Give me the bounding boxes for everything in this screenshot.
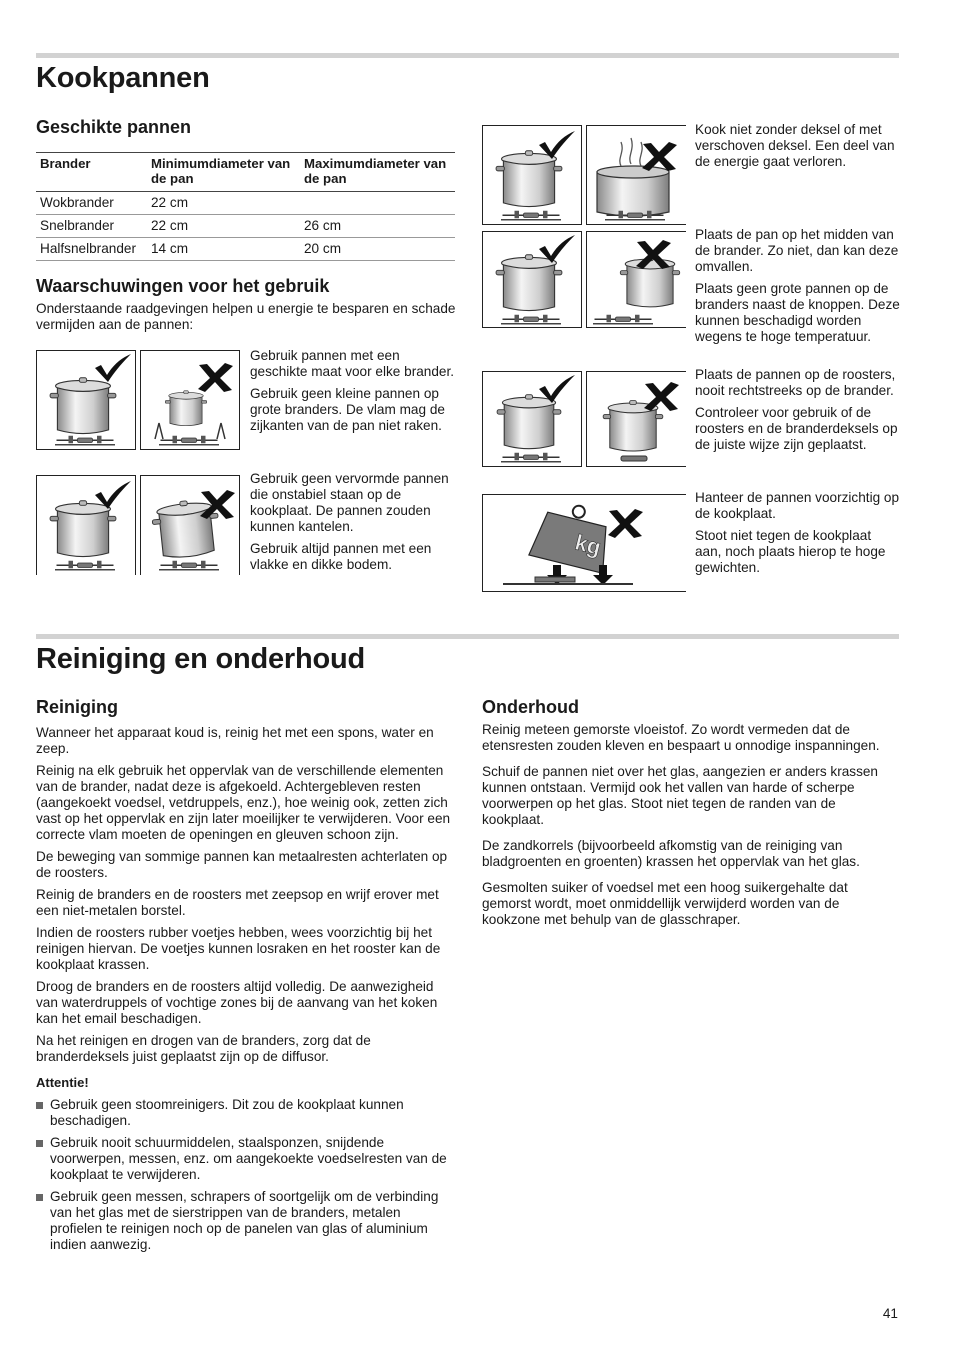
maintenance-heading: Onderhoud — [482, 697, 579, 717]
tip-text: Stoot niet tegen de kookplaat aan, noch plaats hierop te hoge gewichten. — [695, 528, 886, 575]
list-item — [36, 1135, 456, 1183]
cross-icon — [608, 509, 643, 538]
paragraph: Indien de roosters rubber voetjes hebben, wees voorzichtig bij het reinigen hiervan. De voetjes kunnen losraken en het rooster kan de kookplaat krassen. — [36, 925, 441, 972]
burner-diameter-table — [36, 152, 455, 261]
illustration-deformed-pan — [140, 475, 240, 575]
usage-warnings-heading: Waarschuwingen voor het gebruik — [36, 276, 330, 296]
cleaning-maintenance-title: Reiniging en onderhoud — [36, 643, 366, 675]
paragraph: De beweging van sommige pannen kan metaalresten achterlaten op de roosters. — [36, 849, 448, 880]
paragraph: Schuif de pannen niet over het glas, aangezien er anders krassen kunnen ontstaan. Vermijd ook het vallen van harde of scherpe voorwerpen op het glas. Stoot niet tegen de randen van de kookplaat. — [482, 764, 878, 827]
tips-grid — [695, 367, 900, 459]
table-row — [36, 215, 455, 238]
table-cell: Wokbrander — [36, 192, 147, 215]
tip-text: Plaats geen grote pannen op de branders naast de knoppen. Deze kunnen beschadigd worden wegens te hoge temperatuur. — [695, 281, 900, 344]
table-header-row — [36, 153, 455, 192]
cleaning-text — [36, 725, 456, 1259]
tip-text: Kook niet zonder deksel of met verschoven deksel. Een deel van de energie gaat verloren. — [695, 122, 895, 169]
paragraph: Reinig meteen gemorste vloeistof. Zo wordt vermeden dat de etensresten zouden kleven en bespaart u onnodige inspanningen. — [482, 722, 880, 753]
paragraph: Gesmolten suiker of voedsel met een hoog suikergehalte dat gemorst wordt, moet onmiddellijk verwijderd worden van de kookzone met behulp van de glasschraper. — [482, 880, 848, 927]
tips-lid — [695, 122, 900, 176]
tips-a — [250, 348, 455, 440]
attention-list — [36, 1097, 456, 1253]
list-item — [36, 1097, 456, 1129]
paragraph: De zandkorrels (bijvoorbeeld afkomstig van de reiniging van bladgroenten en groenten) krassen het oppervlak van het glas. — [482, 838, 860, 869]
page-number: 41 — [882, 1306, 898, 1321]
cleaning-heading: Reiniging — [36, 697, 118, 717]
section-divider — [36, 634, 899, 639]
tip-text: Gebruik geen kleine pannen op grote branders. De vlam mag de zijkanten van de pan niet raken. — [250, 386, 445, 433]
tips-care — [695, 490, 900, 582]
table-cell — [300, 192, 455, 215]
paragraph: Reinig na elk gebruik het oppervlak van de verschillende elementen van de brander, nadat deze is afgekoeld. Achtergebleven resten (aangekoekt voedsel, vetdruppels, enz.), hoe weinig ook, zetten zich vast op het oppervlak en zijn later moeilijker te verwijderen. Voor een correcte vlam moeten de openingen en gleuven schoon zijn. — [36, 763, 451, 842]
table-cell: Snelbrander — [36, 215, 147, 238]
illustration-lid-missing — [586, 125, 686, 225]
tip-text: Plaats de pannen op de roosters, nooit rechtstreeks op de brander. — [695, 367, 896, 398]
paragraph: Reinig de branders en de roosters met zeepsop en wrijf erover met een niet-metalen borstel. — [36, 887, 439, 918]
attention-label: Attentie! — [36, 1075, 89, 1090]
table-cell: 26 cm — [300, 215, 455, 238]
weight-label: kg — [572, 529, 604, 560]
cross-icon — [642, 142, 677, 171]
suitable-pans-heading: Geschikte pannen — [36, 117, 192, 137]
list-item-text: Gebruik nooit schuurmiddelen, staalsponzen, snijdende voorwerpen, messen, enz. om aangekoekte voedselresten van de kookplaat te verwijderen. — [50, 1135, 447, 1182]
cross-icon — [198, 363, 233, 392]
section-divider — [36, 53, 899, 58]
table-cell: 22 cm — [147, 215, 300, 238]
cross-icon — [644, 382, 679, 411]
tips-center — [695, 227, 900, 351]
illustration-pan-on-burner — [586, 371, 686, 467]
table-cell: 14 cm — [147, 238, 300, 261]
list-item-text: Gebruik geen messen, schrapers of soortgelijk om de verbinding van het glas met de sierstrippen van de branders, metalen profielen te reinigen noch op de panelen van glas of aluminium indien aanwezig. — [50, 1189, 439, 1252]
column-header: Brander — [36, 153, 147, 192]
table-row — [36, 238, 455, 261]
illustration-pan-on-grid — [482, 371, 582, 467]
tip-text: Gebruik altijd pannen met een vlakke en dikke bodem. — [250, 541, 432, 572]
table-cell: 20 cm — [300, 238, 455, 261]
illustration-lid-correct — [482, 125, 582, 225]
illustration-correct-pan-size — [36, 350, 136, 450]
tip-text: Plaats de pan op het midden van de brander. Zo niet, dan kan deze omvallen. — [695, 227, 899, 274]
paragraph: Wanneer het apparaat koud is, reinig het met een spons, water en zeep. — [36, 725, 434, 756]
table-cell: Halfsnelbrander — [36, 238, 147, 261]
paragraph: Droog de branders en de roosters altijd volledig. De aanwezigheid van waterdruppels of vochtige zones bij de aanvang van het koken kan het email beschadigen. — [36, 979, 438, 1026]
tip-text: Hanteer de pannen voorzichtig op de kookplaat. — [695, 490, 900, 521]
tip-text: Gebruik geen vervormde pannen die onstabiel staan op de kookplaat. De pannen zouden kunnen kantelen. — [250, 471, 449, 534]
table-row — [36, 192, 455, 215]
check-icon — [95, 354, 131, 382]
maintenance-text — [482, 722, 900, 934]
bullet-square-icon — [36, 1194, 43, 1201]
list-item-text: Gebruik geen stoomreinigers. Dit zou de kookplaat kunnen beschadigen. — [50, 1097, 404, 1128]
bullet-square-icon — [36, 1140, 43, 1147]
illustration-small-pan-large-burner — [140, 350, 240, 450]
tip-text: Controleer voor gebruik of de roosters en de branderdeksels op de juiste wijze zijn geplaatst. — [695, 405, 898, 452]
table-cell: 22 cm — [147, 192, 300, 215]
column-header: Maximumdiameter van de pan — [300, 153, 455, 192]
illustration-flat-pan — [36, 475, 136, 575]
illustration-off-center-pan — [586, 231, 686, 328]
illustration-heavy-weight — [482, 494, 686, 592]
usage-warnings-intro: Onderstaande raadgevingen helpen u energie te besparen en schade vermijden aan de pannen: — [36, 301, 456, 332]
tips-b — [250, 471, 455, 579]
paragraph: Na het reinigen en drogen van de branders, zorg dat de branderdeksels juist geplaatst zijn op de diffusor. — [36, 1033, 371, 1064]
illustration-centered-pan — [482, 231, 582, 328]
tip-text: Gebruik pannen met een geschikte maat voor elke brander. — [250, 348, 455, 379]
list-item — [36, 1189, 456, 1253]
column-header: Minimumdiameter van de pan — [147, 153, 300, 192]
bullet-square-icon — [36, 1102, 43, 1109]
page-title: Kookpannen — [36, 62, 210, 94]
